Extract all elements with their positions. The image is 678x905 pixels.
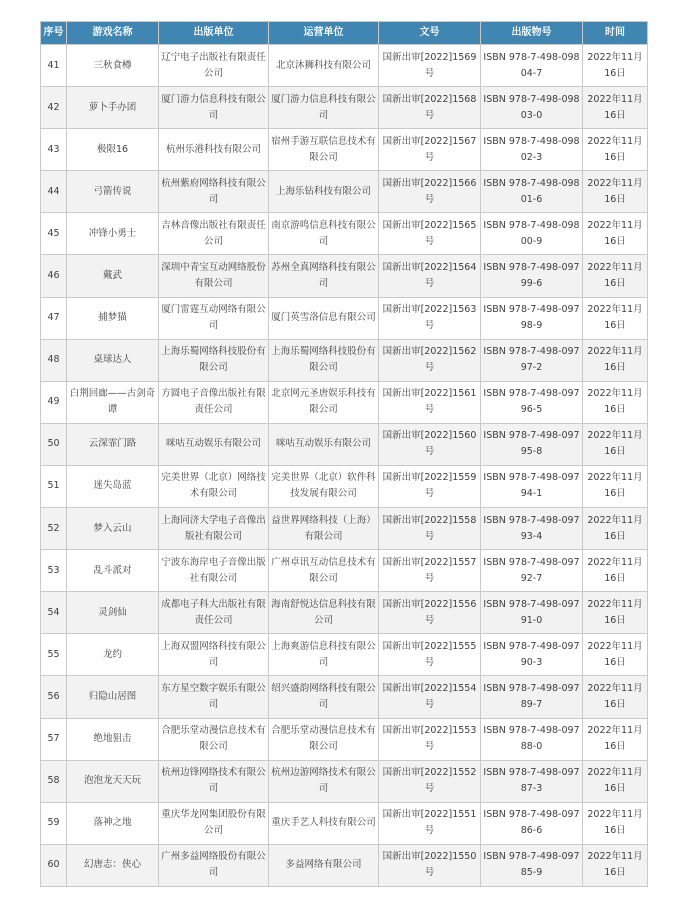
header-isbn: 出版物号 [481,22,583,45]
cell-operator: 上海爽游信息科技有限公司 [269,634,379,676]
cell-game-name: 幻唐志：侠心 [67,844,159,886]
cell-index: 48 [41,339,67,381]
cell-publisher: 深圳中青宝互动网络股份有限公司 [159,255,269,297]
table-row [41,423,648,465]
cell-operator: 厦门英雪洛信息有限公司 [269,297,379,339]
cell-approval-number: 国新出审[2022]1562号 [379,339,481,381]
cell-game-name: 弓箭传说 [67,171,159,213]
header-game-name: 游戏名称 [67,22,159,45]
cell-index: 44 [41,171,67,213]
cell-isbn: ISBN 978-7-498-09799-6 [481,255,583,297]
cell-publisher: 杭州紫府网络科技有限公司 [159,171,269,213]
cell-isbn: ISBN 978-7-498-09785-9 [481,844,583,886]
cell-approval-number: 国新出审[2022]1551号 [379,802,481,844]
cell-operator: 上海乐钻科技有限公司 [269,171,379,213]
cell-isbn: ISBN 978-7-498-09789-7 [481,676,583,718]
cell-operator: 杭州边游网络技术有限公司 [269,760,379,802]
cell-game-name: 极限16 [67,129,159,171]
cell-index: 57 [41,718,67,760]
cell-index: 50 [41,423,67,465]
cell-date: 2022年11月16日 [583,844,648,886]
table-header-row [41,22,648,45]
cell-approval-number: 国新出审[2022]1559号 [379,465,481,507]
cell-isbn: ISBN 978-7-498-09800-9 [481,213,583,255]
cell-game-name: 冲锋小勇士 [67,213,159,255]
cell-isbn: ISBN 978-7-498-09792-7 [481,550,583,592]
cell-index: 41 [41,45,67,87]
cell-isbn: ISBN 978-7-498-09787-3 [481,760,583,802]
cell-publisher: 上海乐蜀网络科技股份有限公司 [159,339,269,381]
cell-operator: 重庆手艺人科技有限公司 [269,802,379,844]
cell-publisher: 重庆华龙网集团股份有限公司 [159,802,269,844]
cell-operator: 上海乐蜀网络科技股份有限公司 [269,339,379,381]
cell-publisher: 厦门雷霆互动网络有限公司 [159,297,269,339]
table-row [41,508,648,550]
cell-operator: 苏州全真网络科技有限公司 [269,255,379,297]
cell-index: 47 [41,297,67,339]
header-publisher: 出版单位 [159,22,269,45]
cell-date: 2022年11月16日 [583,592,648,634]
cell-publisher: 咪咕互动娱乐有限公司 [159,423,269,465]
cell-index: 59 [41,802,67,844]
cell-date: 2022年11月16日 [583,718,648,760]
table-row [41,718,648,760]
cell-approval-number: 国新出审[2022]1567号 [379,129,481,171]
cell-index: 46 [41,255,67,297]
cell-date: 2022年11月16日 [583,381,648,423]
cell-publisher: 广州多益网络股份有限公司 [159,844,269,886]
cell-index: 60 [41,844,67,886]
cell-publisher: 东方星空数字娱乐有限公司 [159,676,269,718]
cell-isbn: ISBN 978-7-498-09804-7 [481,45,583,87]
cell-date: 2022年11月16日 [583,213,648,255]
cell-publisher: 方圆电子音像出版社有限责任公司 [159,381,269,423]
table-row [41,844,648,886]
cell-isbn: ISBN 978-7-498-09788-0 [481,718,583,760]
cell-game-name: 龙约 [67,634,159,676]
cell-date: 2022年11月16日 [583,802,648,844]
cell-publisher: 宁波东海岸电子音像出版社有限公司 [159,550,269,592]
cell-index: 54 [41,592,67,634]
cell-approval-number: 国新出审[2022]1556号 [379,592,481,634]
table-row [41,465,648,507]
cell-date: 2022年11月16日 [583,129,648,171]
header-index: 序号 [41,22,67,45]
cell-publisher: 吉林音像出版社有限责任公司 [159,213,269,255]
cell-publisher: 辽宁电子出版社有限责任公司 [159,45,269,87]
cell-approval-number: 国新出审[2022]1550号 [379,844,481,886]
cell-index: 56 [41,676,67,718]
cell-index: 55 [41,634,67,676]
cell-operator: 南京游鸣信息科技有限公司 [269,213,379,255]
cell-isbn: ISBN 978-7-498-09793-4 [481,508,583,550]
table-row [41,255,648,297]
cell-operator: 益世界网络科技（上海）有限公司 [269,508,379,550]
cell-date: 2022年11月16日 [583,676,648,718]
cell-index: 52 [41,508,67,550]
cell-approval-number: 国新出审[2022]1569号 [379,45,481,87]
cell-operator: 宿州手游互联信息技术有限公司 [269,129,379,171]
cell-operator: 厦门游力信息科技有限公司 [269,87,379,129]
cell-game-name: 落神之地 [67,802,159,844]
table-row [41,45,648,87]
cell-date: 2022年11月16日 [583,171,648,213]
table-row [41,297,648,339]
cell-index: 45 [41,213,67,255]
table-row [41,676,648,718]
cell-game-name: 归隐山居图 [67,676,159,718]
cell-operator: 完美世界（北京）软件科技发展有限公司 [269,465,379,507]
cell-date: 2022年11月16日 [583,423,648,465]
cell-approval-number: 国新出审[2022]1564号 [379,255,481,297]
cell-index: 51 [41,465,67,507]
approval-list-container [40,21,647,887]
table-row [41,550,648,592]
cell-game-name: 三秋食樽 [67,45,159,87]
table-row [41,213,648,255]
cell-game-name: 迷失岛蓝 [67,465,159,507]
table-row [41,381,648,423]
cell-approval-number: 国新出审[2022]1558号 [379,508,481,550]
header-operator: 运营单位 [269,22,379,45]
cell-approval-number: 国新出审[2022]1553号 [379,718,481,760]
table-row [41,592,648,634]
cell-date: 2022年11月16日 [583,760,648,802]
cell-isbn: ISBN 978-7-498-09798-9 [481,297,583,339]
cell-approval-number: 国新出审[2022]1561号 [379,381,481,423]
cell-game-name: 捕梦猫 [67,297,159,339]
cell-date: 2022年11月16日 [583,339,648,381]
cell-operator: 北京网元圣唐娱乐科技有限公司 [269,381,379,423]
cell-game-name: 梦入云山 [67,508,159,550]
table-row [41,129,648,171]
table-row [41,171,648,213]
table-row [41,339,648,381]
cell-publisher: 完美世界（北京）网络技术有限公司 [159,465,269,507]
cell-approval-number: 国新出审[2022]1554号 [379,676,481,718]
cell-isbn: ISBN 978-7-498-09796-5 [481,381,583,423]
cell-game-name: 乱斗派对 [67,550,159,592]
cell-index: 43 [41,129,67,171]
cell-date: 2022年11月16日 [583,297,648,339]
cell-approval-number: 国新出审[2022]1560号 [379,423,481,465]
cell-isbn: ISBN 978-7-498-09795-8 [481,423,583,465]
cell-game-name: 绝地狙击 [67,718,159,760]
cell-publisher: 上海同济大学电子音像出版社有限公司 [159,508,269,550]
cell-game-name: 桌球达人 [67,339,159,381]
cell-isbn: ISBN 978-7-498-09786-6 [481,802,583,844]
header-approval-number: 文号 [379,22,481,45]
cell-index: 49 [41,381,67,423]
cell-operator: 多益网络有限公司 [269,844,379,886]
game-approval-table [40,21,648,887]
cell-publisher: 合肥乐堂动漫信息技术有限公司 [159,718,269,760]
cell-operator: 合肥乐堂动漫信息技术有限公司 [269,718,379,760]
cell-game-name: 萝卜手办团 [67,87,159,129]
cell-game-name: 云深霏门路 [67,423,159,465]
cell-game-name: 白荆回廊——古剑奇谭 [67,381,159,423]
cell-publisher: 成都电子科大出版社有限责任公司 [159,592,269,634]
cell-operator: 绍兴盛韵网络科技有限公司 [269,676,379,718]
table-row [41,760,648,802]
cell-index: 53 [41,550,67,592]
table-row [41,634,648,676]
table-row [41,87,648,129]
table-row [41,802,648,844]
cell-approval-number: 国新出审[2022]1565号 [379,213,481,255]
cell-approval-number: 国新出审[2022]1566号 [379,171,481,213]
cell-operator: 广州卓讯互动信息技术有限公司 [269,550,379,592]
cell-game-name: 灵剑仙 [67,592,159,634]
cell-date: 2022年11月16日 [583,550,648,592]
header-date: 时间 [583,22,648,45]
cell-operator: 咪咕互动娱乐有限公司 [269,423,379,465]
cell-isbn: ISBN 978-7-498-09801-6 [481,171,583,213]
cell-date: 2022年11月16日 [583,465,648,507]
cell-isbn: ISBN 978-7-498-09802-3 [481,129,583,171]
cell-approval-number: 国新出审[2022]1557号 [379,550,481,592]
cell-game-name: 戴武 [67,255,159,297]
cell-publisher: 厦门游力信息科技有限公司 [159,87,269,129]
cell-approval-number: 国新出审[2022]1552号 [379,760,481,802]
cell-approval-number: 国新出审[2022]1563号 [379,297,481,339]
cell-isbn: ISBN 978-7-498-09794-1 [481,465,583,507]
cell-isbn: ISBN 978-7-498-09791-0 [481,592,583,634]
cell-publisher: 杭州乐港科技有限公司 [159,129,269,171]
cell-publisher: 上海双盟网络科技有限公司 [159,634,269,676]
cell-approval-number: 国新出审[2022]1555号 [379,634,481,676]
cell-game-name: 泡泡龙天天玩 [67,760,159,802]
cell-operator: 北京沐狮科技有限公司 [269,45,379,87]
cell-approval-number: 国新出审[2022]1568号 [379,87,481,129]
cell-publisher: 杭州边锋网络技术有限公司 [159,760,269,802]
cell-isbn: ISBN 978-7-498-09790-3 [481,634,583,676]
cell-date: 2022年11月16日 [583,255,648,297]
cell-isbn: ISBN 978-7-498-09797-2 [481,339,583,381]
cell-date: 2022年11月16日 [583,87,648,129]
cell-operator: 海南舒悦达信息科技有限公司 [269,592,379,634]
table-body [41,45,648,887]
cell-date: 2022年11月16日 [583,508,648,550]
cell-index: 42 [41,87,67,129]
cell-isbn: ISBN 978-7-498-09803-0 [481,87,583,129]
cell-date: 2022年11月16日 [583,634,648,676]
cell-index: 58 [41,760,67,802]
cell-date: 2022年11月16日 [583,45,648,87]
